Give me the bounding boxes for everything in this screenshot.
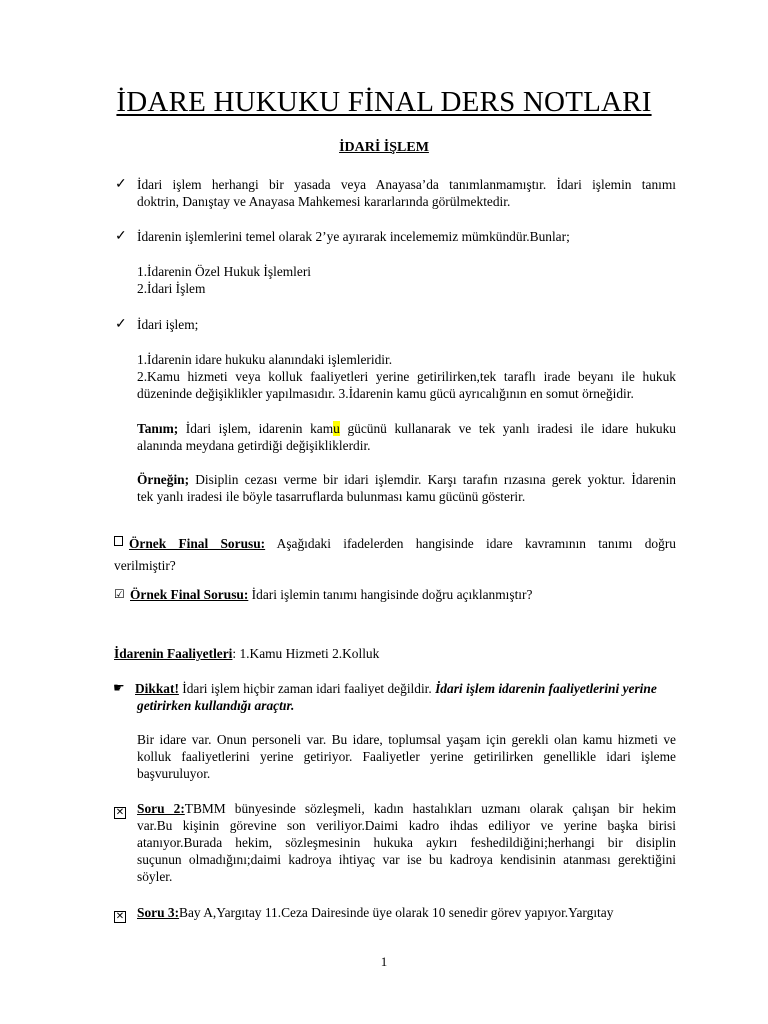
definition-text: gücünü kullanarak ve tek yanlı iradesi ile idare hukuku xyxy=(339,421,676,436)
example-line-2: tek yanlı iradesi ile böyle tasarruflarda bulunması kamu gücünü gösterir. xyxy=(137,489,526,504)
definition-line-1 xyxy=(137,420,676,437)
question-2-label: Soru 2: xyxy=(137,801,185,816)
sample-question-label: Örnek Final Sorusu: xyxy=(129,536,266,551)
boxed-x-icon xyxy=(114,535,126,552)
question-2-line-4: suçunun olmadığını;daimi kadroya ihtiyaç var ise bu kadroya kendisinin atanması gerektiğini xyxy=(137,852,676,867)
example-line-1 xyxy=(137,471,676,488)
bullet-1-line-2: doktrin, Danıştay ve Anayasa Mahkemesi kararlarında görülmektedir. xyxy=(137,194,511,209)
example-text: Disiplin cezası verme bir idari işlemdir. Karşı tarafın rızasına gerek yoktur. İdarenin xyxy=(189,472,676,487)
question-2-line-1 xyxy=(137,800,676,817)
paragraph-line-2: kolluk faaliyetlerini yerine getiriyor. Faaliyetler yerine getirilirken genellikle idari işleme xyxy=(137,749,676,764)
activities-text: : 1.Kamu Hizmeti 2.Kolluk xyxy=(232,646,380,661)
paragraph-line-3: başvuruluyor. xyxy=(137,766,211,781)
activities-label: İdarenin Faaliyetleri xyxy=(114,646,233,661)
definition-line-2: alanında meydana getirdiği değişikliklerdir. xyxy=(137,438,371,453)
question-3-text: Bay A,Yargıtay 11.Ceza Dairesinde üye olarak 10 senedir görev yapıyor.Yargıtay xyxy=(179,905,614,920)
question-2-text: TBMM bünyesinde sözleşmeli, kadın hastalıkları uzmanı olarak çalışan bir hekim xyxy=(184,801,676,816)
activities-line xyxy=(114,645,379,662)
list-item: 2.Kamu hizmeti veya kolluk faaliyetleri yerine getirilirken,tek taraflı irade beyanı ile hukuk xyxy=(137,369,676,384)
bullet-1-line-1: İdari işlem herhangi bir yasada veya Anayasa’da tanımlanmamıştır. İdari işlemin tanımı xyxy=(137,177,676,192)
highlighted-text: u xyxy=(333,421,340,436)
check-icon: ✓ xyxy=(115,177,127,192)
list-item: 2.İdari İşlem xyxy=(137,281,206,296)
boxed-x-icon: ✕ xyxy=(115,807,125,818)
paragraph-line-1: Bir idare var. Onun personeli var. Bu idare, toplumsal yaşam için gerekli olan kamu hizmeti ve xyxy=(137,732,676,747)
sample-question-1-line-2: verilmiştir? xyxy=(114,558,176,573)
attention-emphasis: İdari işlem idarenin faaliyetlerini yerine xyxy=(435,681,657,696)
sample-question-text: İdari işlemin tanımı hangisinde doğru açıklanmıştır? xyxy=(248,587,533,602)
check-icon: ✓ xyxy=(115,317,127,332)
bullet-3-text: İdari işlem; xyxy=(137,317,199,332)
attention-line-2: getirirken kullandığı araçtır. xyxy=(137,698,295,713)
sample-question-text: Aşağıdaki ifadelerden hangisinde idare kavramının tanımı doğru xyxy=(265,536,676,551)
sample-question-1-line-1 xyxy=(129,535,676,552)
example-label: Örneğin; xyxy=(137,472,190,487)
definition-label: Tanım; xyxy=(137,421,179,436)
boxed-x-icon: ✕ xyxy=(115,911,125,922)
hand-pointer-icon: ☛ xyxy=(113,681,125,696)
question-2-line-5: söyler. xyxy=(137,869,173,884)
sample-question-label: Örnek Final Sorusu: xyxy=(130,587,249,602)
page-number: 1 xyxy=(380,954,388,969)
ballot-check-icon: ☑ xyxy=(114,587,125,601)
list-item: düzeninde değişiklikler yapılmasıdır. 3.İdarenin kamu gücü ayrıcalığının en somut örneğidir. xyxy=(137,386,634,401)
question-3-line-1 xyxy=(137,904,613,921)
question-2-line-2: var.Bu kişinin görevine son veriliyor.Daimi kadro ihdas ediliyor ve yerine başka birisi xyxy=(137,818,676,833)
list-item: 1.İdarenin idare hukuku alanındaki işlemleridir. xyxy=(137,352,393,367)
attention-line-1 xyxy=(135,680,687,697)
section-heading: İDARİ İŞLEM xyxy=(339,140,429,155)
question-2-line-3: atanıyor.Burada hekim, sözleşmesinin hukuka aykırı feshedildiğini;herhangi bir disiplin xyxy=(137,835,676,850)
sample-question-2 xyxy=(130,586,532,603)
attention-label: Dikkat! xyxy=(135,681,179,696)
list-item: 1.İdarenin Özel Hukuk İşlemleri xyxy=(137,264,312,279)
attention-text: İdari işlem hiçbir zaman idari faaliyet değildir. xyxy=(178,681,436,696)
question-3-label: Soru 3: xyxy=(137,905,180,920)
bullet-2-text: İdarenin işlemlerini temel olarak 2’ye ayırarak incelememiz mümkündür.Bunlar; xyxy=(137,229,570,244)
check-icon: ✓ xyxy=(115,229,127,244)
document-title: İDARE HUKUKU FİNAL DERS NOTLARI xyxy=(116,86,652,118)
definition-text: İdari işlem, idarenin kam xyxy=(178,421,334,436)
